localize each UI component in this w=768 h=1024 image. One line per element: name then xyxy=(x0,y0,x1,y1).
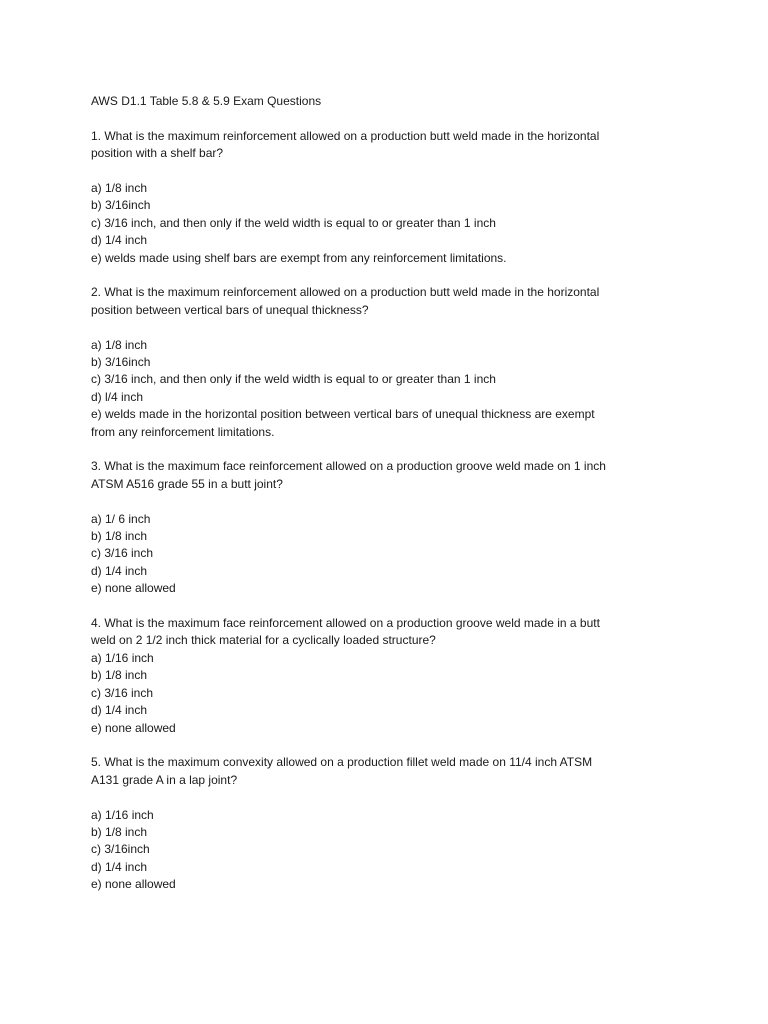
answer-options xyxy=(91,807,611,894)
question-2 xyxy=(91,284,611,441)
answer-options xyxy=(91,650,611,737)
answer-option: d) 1/4 inch xyxy=(91,233,148,248)
answer-options xyxy=(91,337,611,441)
document-page xyxy=(91,93,611,911)
spacer xyxy=(91,319,611,336)
question-3 xyxy=(91,458,611,597)
answer-option: b) 1/8 inch xyxy=(91,668,148,683)
question-text: 2. What is the maximum reinforcement allowed on a production butt weld made in the horizontal position between vertical bars of unequal thickness? xyxy=(91,285,600,317)
answer-options xyxy=(91,180,611,267)
answer-option: b) 3/16inch xyxy=(91,355,151,370)
answer-option: a) 1/16 inch xyxy=(91,807,154,822)
answer-option: d) 1/4 inch xyxy=(91,563,148,578)
answer-option: e) none allowed xyxy=(91,720,176,735)
question-5 xyxy=(91,754,611,893)
question-4 xyxy=(91,615,611,737)
answer-option: d) 1/4 inch xyxy=(91,703,148,718)
answer-option: c) 3/16 inch xyxy=(91,546,154,561)
answer-option: e) welds made using shelf bars are exempt from any reinforcement limitations. xyxy=(91,250,507,265)
answer-option: e) none allowed xyxy=(91,877,176,892)
question-text: 3. What is the maximum face reinforcement allowed on a production groove weld made on 1 inch ATSM A516 grade 55 in a butt joint? xyxy=(91,459,606,491)
answer-option: e) none allowed xyxy=(91,581,176,596)
answer-options xyxy=(91,511,611,598)
answer-option: b) 1/8 inch xyxy=(91,529,148,544)
question-1 xyxy=(91,128,611,267)
answer-option: d) l/4 inch xyxy=(91,389,144,404)
spacer xyxy=(91,163,611,180)
document-title: AWS D1.1 Table 5.8 & 5.9 Exam Questions xyxy=(91,94,322,108)
answer-option: a) 1/8 inch xyxy=(91,181,148,195)
question-text: 5. What is the maximum convexity allowed on a production fillet weld made on 11/4 inch ATSM A131 grade A in a lap joint? xyxy=(91,755,593,787)
answer-option: c) 3/16 inch, and then only if the weld width is equal to or greater than 1 inch xyxy=(91,215,496,230)
answer-option: b) 3/16inch xyxy=(91,198,151,213)
answer-option: c) 3/16inch xyxy=(91,842,150,857)
answer-option: a) 1/ 6 inch xyxy=(91,511,151,526)
answer-option: c) 3/16 inch, and then only if the weld width is equal to or greater than 1 inch xyxy=(91,372,496,387)
spacer xyxy=(91,789,611,806)
question-text: 4. What is the maximum face reinforcement allowed on a production groove weld made in a butt weld on 2 1/2 inch thick material for a cyclically loaded structure? xyxy=(91,616,600,648)
answer-option: d) 1/4 inch xyxy=(91,859,148,874)
answer-option: b) 1/8 inch xyxy=(91,824,148,839)
spacer xyxy=(91,493,611,510)
answer-option: e) welds made in the horizontal position between vertical bars of unequal thickness are exempt from any reinforcement limitations. xyxy=(91,407,595,439)
question-text: 1. What is the maximum reinforcement allowed on a production butt weld made in the horizontal position with a shelf bar? xyxy=(91,128,600,161)
answer-option: c) 3/16 inch xyxy=(91,685,154,700)
answer-option: a) 1/8 inch xyxy=(91,337,148,352)
answer-option: a) 1/16 inch xyxy=(91,650,154,665)
